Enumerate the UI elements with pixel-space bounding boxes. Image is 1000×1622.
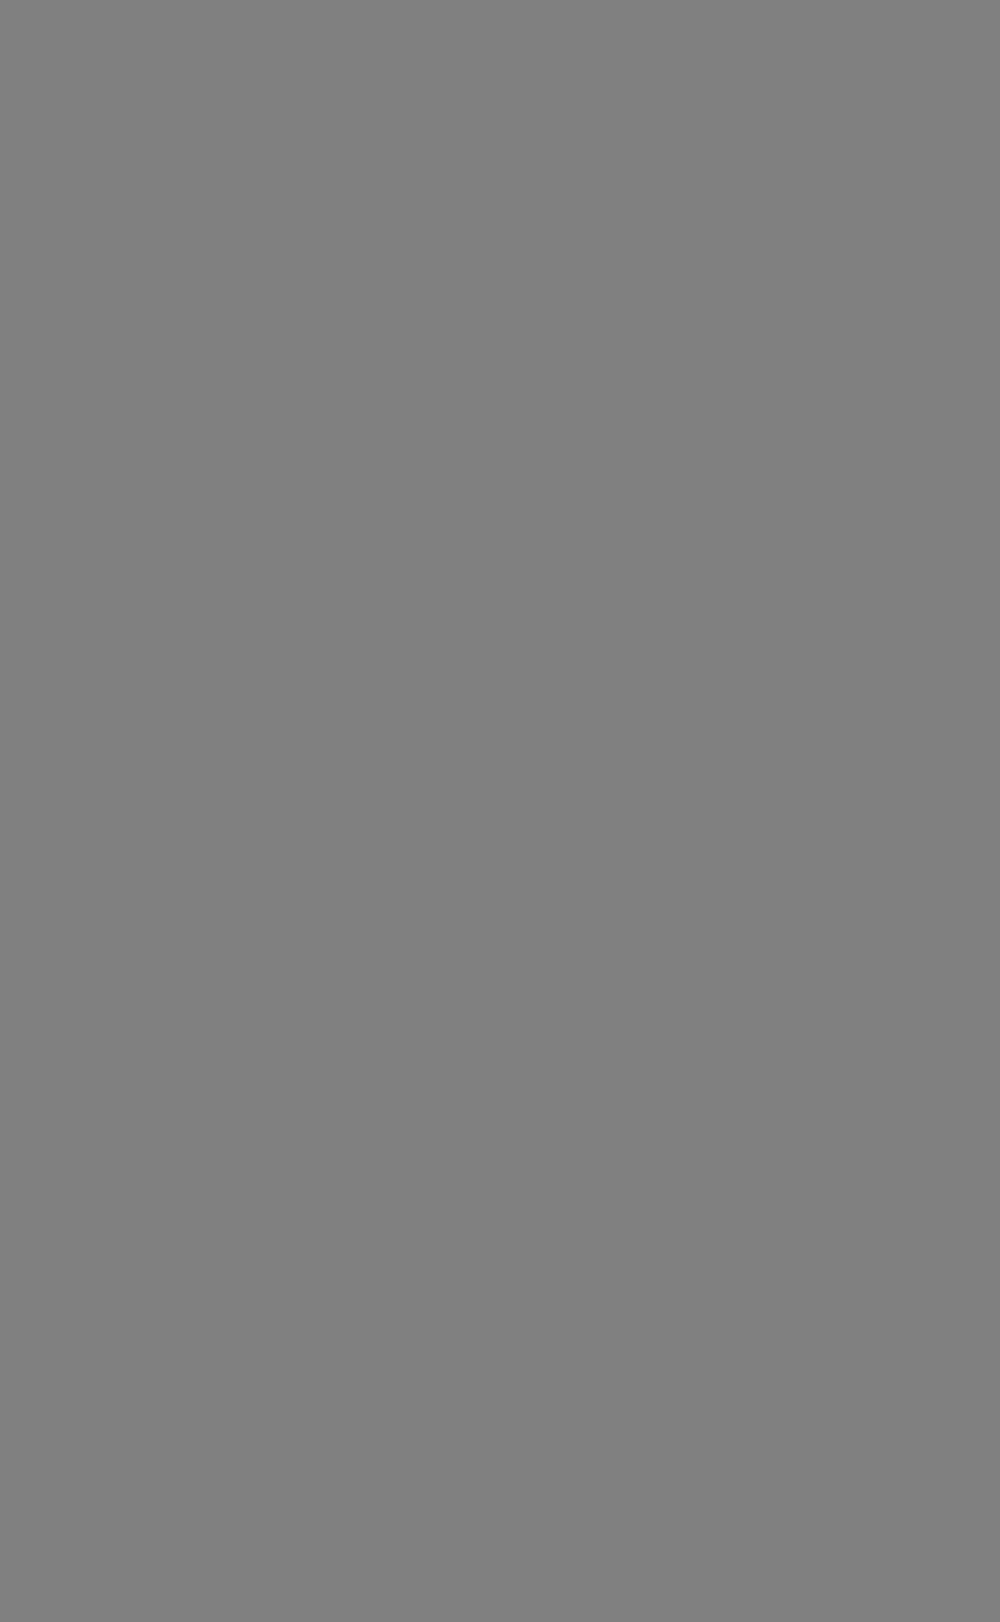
running-head <box>56 54 940 84</box>
